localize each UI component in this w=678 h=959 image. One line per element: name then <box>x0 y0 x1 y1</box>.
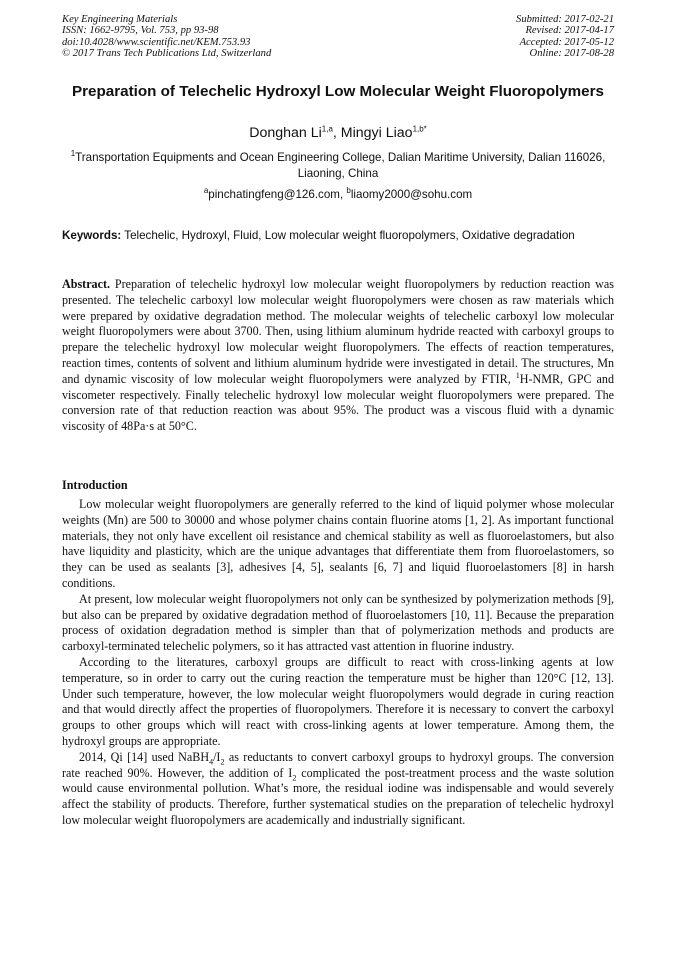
author-list <box>62 124 614 142</box>
email-address[interactable]: pinchatingfeng@126.com, <box>208 188 347 201</box>
author-name: Donghan Li <box>249 125 322 141</box>
paragraph-text: as reductants to convert carboxyl groups to hydroxyl groups. The conversion rate reached 90%. However, the addition of I <box>62 749 614 780</box>
superscript: 1 <box>515 370 520 380</box>
revised-date: Revised: 2017-04-17 <box>525 25 614 37</box>
journal-name: Key Engineering Materials <box>62 14 178 25</box>
author-emails <box>62 187 614 202</box>
author-name: Mingyi Liao <box>340 125 413 141</box>
abstract <box>62 277 614 435</box>
paragraph-text: /I <box>213 749 221 764</box>
email-mark: a <box>203 186 209 196</box>
affiliation-mark: 1 <box>70 149 76 159</box>
introduction-body <box>62 497 614 829</box>
email-address[interactable]: liaomy2000@sohu.com <box>350 188 473 201</box>
author-affiliation-mark: 1,a <box>321 124 333 134</box>
subscript: 2 <box>292 772 297 782</box>
paragraph: At present, low molecular weight fluoropolymers not only can be synthesized by polymerization methods [9], but also can be prepared by oxidative degradation method of fluoroelastomers [10, 11]. Because the preparation process of oxidation degradation method is simpler than that of polymerization methods and products are carboxyl-terminated telechelic polymers, so it has attracted vast attention in fluorine industry. <box>62 591 614 654</box>
paragraph <box>62 750 614 829</box>
subscript: 2 <box>220 757 225 767</box>
issn-line: ISSN: 1662-9795, Vol. 753, pp 93-98 <box>62 25 219 37</box>
submitted-date: Submitted: 2017-02-21 <box>516 14 614 25</box>
abstract-text: H-NMR, GPC and viscometer respectively. Finally telechelic hydroxyl low molecular weight fluoropolymers were prepared. The conversion rate of that reduction reaction was about 95%. The product was a viscous fluid with a dynamic viscosity of 48Pa·s at 50°C. <box>62 371 615 434</box>
paragraph: According to the literatures, carboxyl groups are difficult to react with cross-linking agents at low temperature, so in order to carry out the curing reaction the temperature must be higher than 120°C [12, 13]. Under such temperature, however, the low molecular weight fluoropolymers would degrade in curing reaction and that would directly affect the properties of fluoropolymers. Therefore it is necessary to convert the carboxyl groups to other groups which will react with cross-linking agents at lower temperature. Among them, the hydroxyl groups are appropriate. <box>62 654 614 748</box>
paper-title: Preparation of Telechelic Hydroxyl Low Molecular Weight Fluoropolymers <box>72 83 604 100</box>
subscript: 4 <box>209 757 214 767</box>
abstract-text: Preparation of telechelic hydroxyl low molecular weight fluoropolymers by reduction reaction was presented. The telechelic carboxyl low molecular weight fluoropolymers were chosen as raw materials which were prepared by oxidative degradation method. The molecular weights of telechelic carboxyl low molecular weight fluoropolymers were about 3700. Then, using lithium aluminum hydride reacted with carboxyl groups to prepare the telechelic hydroxyl low molecular weight fluoropolymers. The effects of reaction temperatures, reaction times, contents of solvent and lithium aluminum hydride were investigated in detail. The structures, Mn and dynamic viscosity of low molecular weight fluoropolymers were analyzed by FTIR, <box>62 277 614 386</box>
author-separator: , <box>332 125 341 141</box>
keywords-text: Telechelic, Hydroxyl, Fluid, Low molecular weight fluoropolymers, Oxidative degradation <box>121 229 575 242</box>
author-affiliation-mark: 1,b* <box>412 124 427 134</box>
affiliation <box>62 150 614 181</box>
paragraph: Low molecular weight fluoropolymers are generally referred to the kind of liquid polymer whose molecular weights (Mn) are 500 to 30000 and whose polymer chains contain fluorine atoms [1, 2]. As important functional materials, they not only have excellent oil resistance and chemical stability as well as fluoroelastomers, but also have liquidity and plasticity, which are the unique advantages that differentiate them from fluoroelastomers, so they can be used as sealants [3], adhesives [4, 5], sealants [6, 7] and liquid fluoroelastomers [8] in harsh conditions. <box>62 497 614 590</box>
online-date: Online: 2017-08-28 <box>529 48 614 60</box>
affiliation-text: Transportation Equipments and Ocean Engineering College, Dalian Maritime University, Dalian 116026, Liaoning, China <box>75 151 606 180</box>
paragraph-text: 2014, Qi [14] used NaBH <box>79 749 210 764</box>
keywords-label: Keywords: <box>62 229 122 242</box>
email-mark: b <box>346 186 351 196</box>
keywords <box>62 228 614 244</box>
accepted-date: Accepted: 2017-05-12 <box>519 36 614 48</box>
abstract-label: Abstract. <box>62 277 111 291</box>
copyright-line: © 2017 Trans Tech Publications Ltd, Switzerland <box>62 48 272 60</box>
paragraph-text: complicated the post-treatment process and the waste solution would cause environmental pollution. What’s more, the residual iodine was indispensable and would severely affect the stability of products. Therefore, further systematical studies on the preparation of telechelic hydroxyl low molecular weight fluoropolymers are academically and industrially significant. <box>62 765 614 827</box>
doi-line: doi:10.4028/www.scientific.net/KEM.753.93 <box>62 36 251 48</box>
journal-info <box>62 14 271 60</box>
publication-dates <box>516 14 614 60</box>
section-heading: Introduction <box>62 478 128 492</box>
